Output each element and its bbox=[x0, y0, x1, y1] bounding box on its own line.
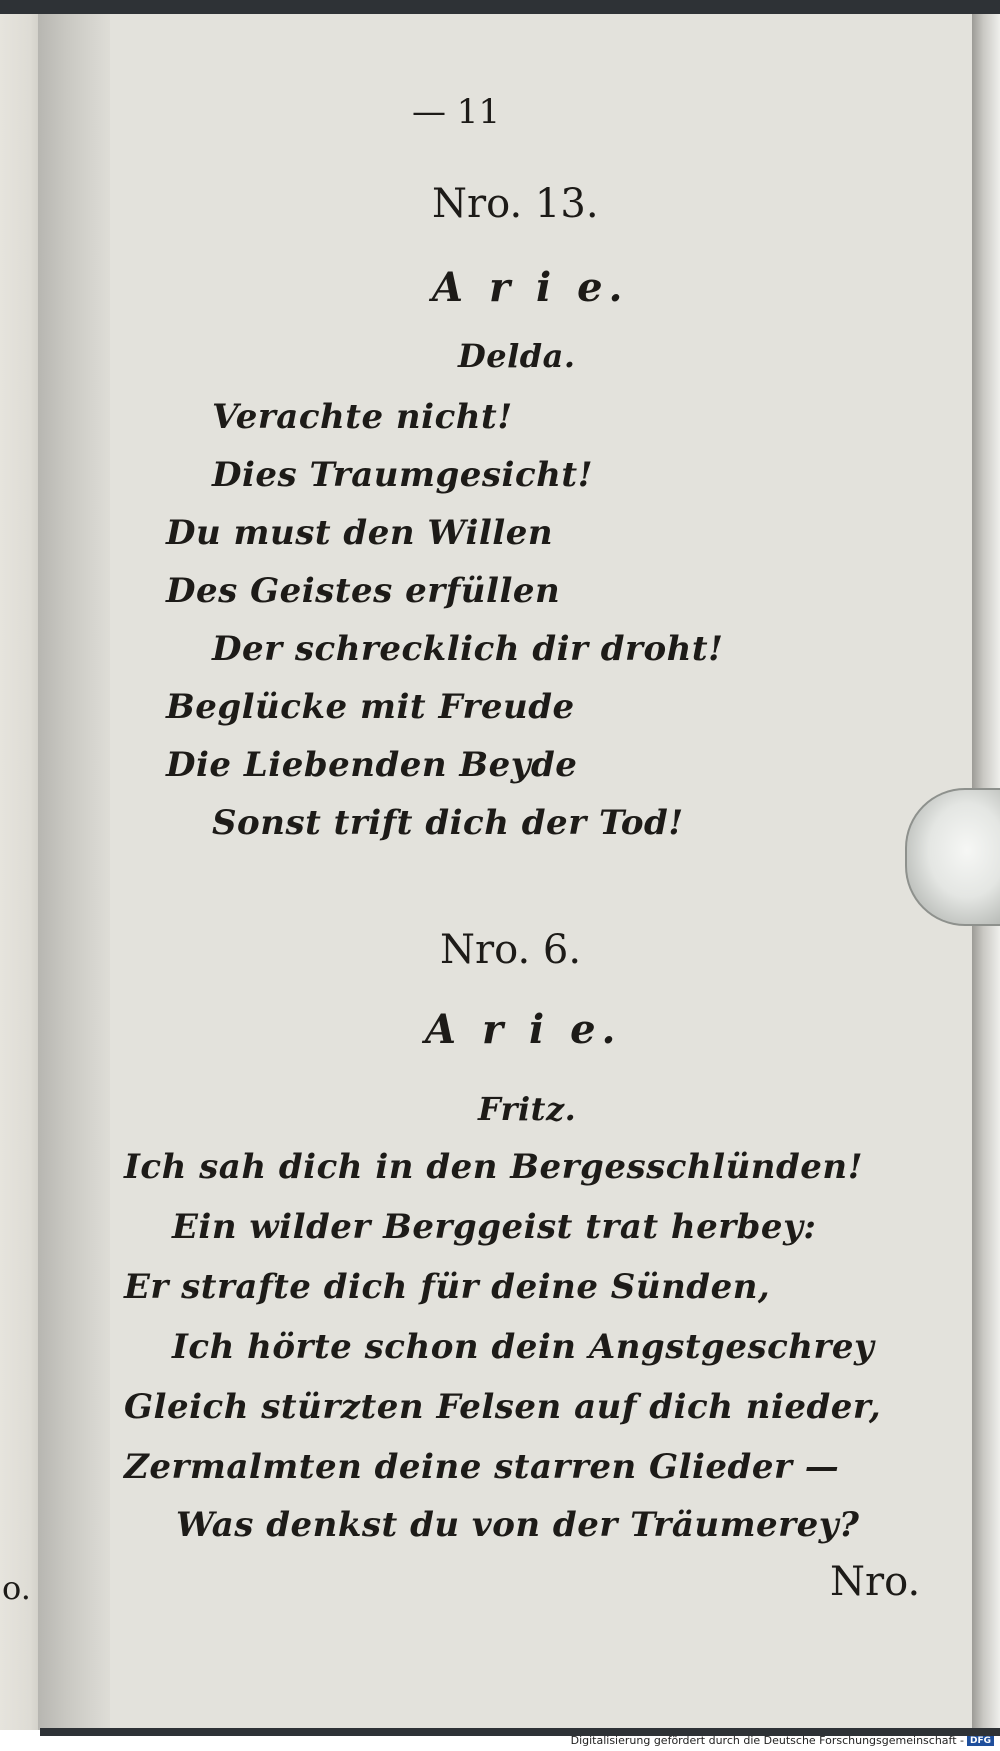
facing-page-edge bbox=[0, 14, 42, 1734]
page-clip bbox=[905, 788, 1000, 926]
section-number-6: Nro. 6. bbox=[440, 927, 582, 973]
verse-line: Dies Traumgesicht! bbox=[212, 455, 593, 495]
section-title-arie-2: A r i e. bbox=[425, 1006, 622, 1053]
verse-line: Was denkst du von der Träumerey? bbox=[176, 1505, 860, 1545]
verse-line: Ich sah dich in den Bergesschlünden! bbox=[124, 1147, 864, 1187]
verse-line: Ich hörte schon dein Angstgeschrey bbox=[172, 1327, 875, 1367]
section-title-arie-1: A r i e. bbox=[432, 264, 629, 311]
page-number: — 11 bbox=[412, 92, 501, 132]
verse-line: Zermalmten deine starren Glieder — bbox=[124, 1447, 840, 1487]
verse-line: Die Liebenden Beyde bbox=[166, 745, 578, 785]
digitization-credit bbox=[571, 1734, 994, 1747]
verse-line: Gleich stürzten Felsen auf dich nieder, bbox=[124, 1387, 882, 1427]
verse-line: Er strafte dich für deine Sünden, bbox=[124, 1267, 771, 1307]
verse-line: Sonst trift dich der Tod! bbox=[212, 803, 684, 843]
facing-page-fragment: o. bbox=[2, 1569, 31, 1607]
credit-text: Digitalisierung gefördert durch die Deutsche Forschungsgemeinschaft - bbox=[570, 1734, 964, 1747]
verse-line: Ein wilder Berggeist trat herbey: bbox=[172, 1207, 817, 1247]
catchword: Nro. bbox=[830, 1559, 921, 1605]
verse-line: Verachte nicht! bbox=[212, 397, 513, 437]
section-number-13: Nro. 13. bbox=[432, 181, 599, 227]
verse-line: Des Geistes erfüllen bbox=[166, 571, 561, 611]
verse-line: Du must den Willen bbox=[166, 513, 554, 553]
verse-line: Beglücke mit Freude bbox=[166, 687, 575, 727]
book-gutter-shadow bbox=[38, 14, 120, 1730]
verse-line: Der schrecklich dir droht! bbox=[212, 629, 724, 669]
speaker-delda: Delda. bbox=[458, 337, 576, 375]
speaker-fritz: Fritz. bbox=[478, 1090, 577, 1128]
dfg-logo: DFG bbox=[967, 1736, 994, 1746]
